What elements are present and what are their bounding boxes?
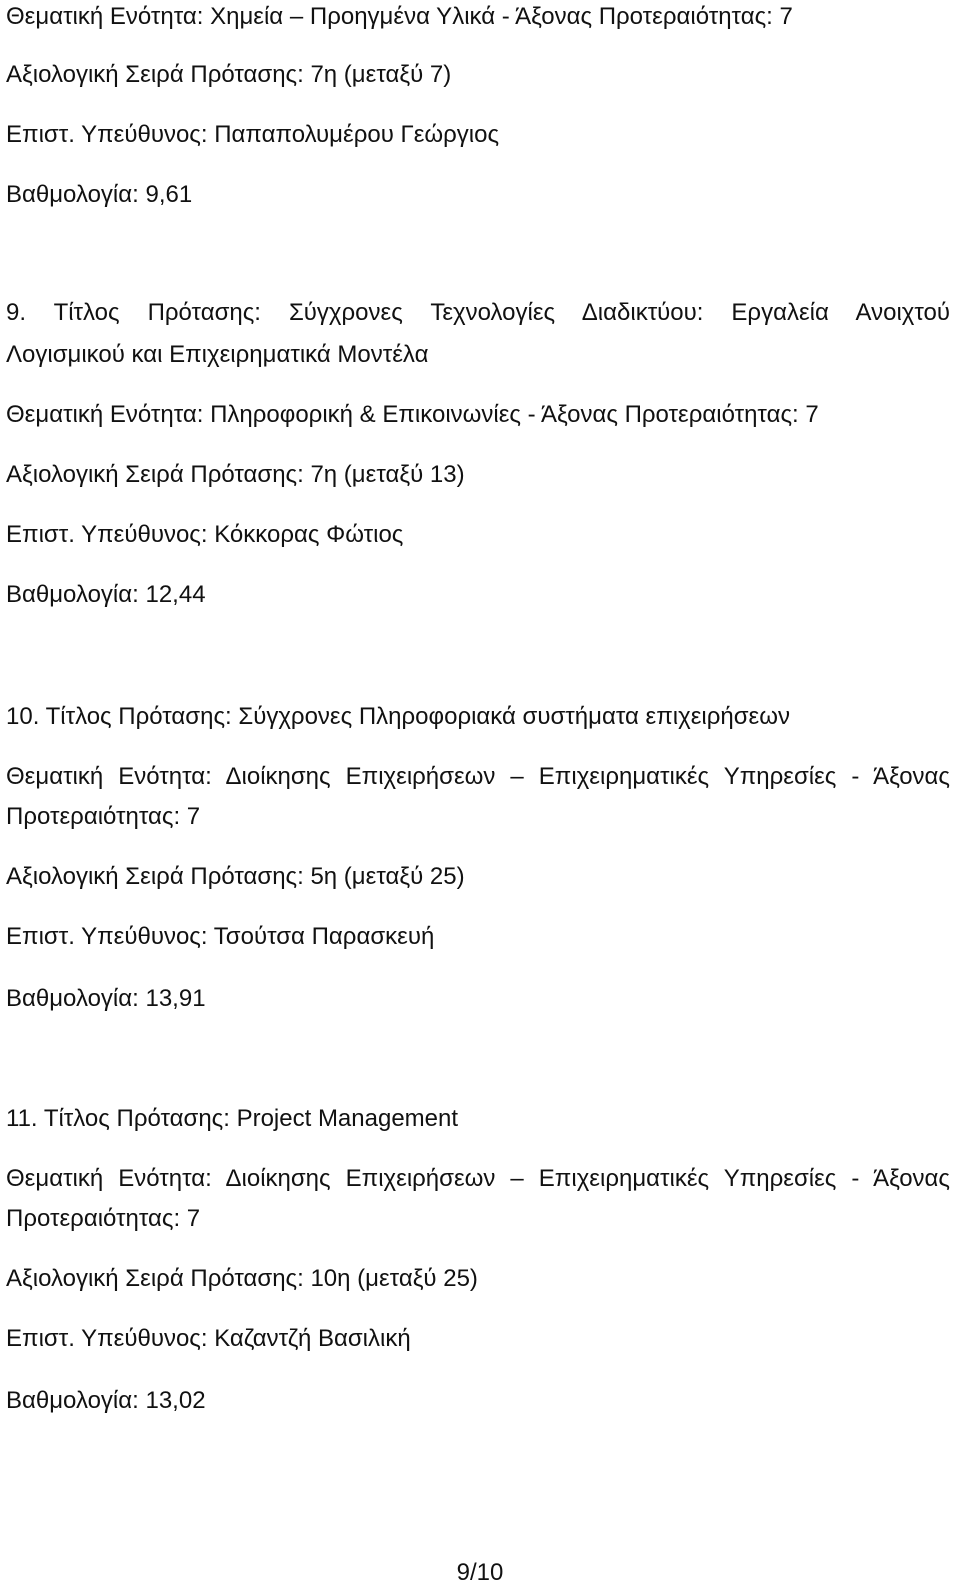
page-number: 9/10 [456, 1559, 504, 1586]
evaluation-rank: Αξιολογική Σειρά Πρότασης: 10η (μεταξύ 25) [6, 1265, 478, 1292]
thematic-unit: Θεματική Ενότητα: Χημεία – Προηγμένα Υλικά - Άξονας Προτεραιότητας: 7 [6, 3, 793, 30]
thematic-unit: Θεματική Ενότητα: Διοίκησης Επιχειρήσεων – Επιχειρηματικές Υπηρεσίες - Άξονας [6, 763, 950, 790]
thematic-unit: Θεματική Ενότητα: Διοίκησης Επιχειρήσεων – Επιχειρηματικές Υπηρεσίες - Άξονας [6, 1165, 950, 1192]
scientific-responsible: Επιστ. Υπεύθυνος: Καζαντζή Βασιλική [6, 1325, 411, 1352]
evaluation-rank: Αξιολογική Σειρά Πρότασης: 5η (μεταξύ 25) [6, 863, 465, 890]
thematic-unit: Θεματική Ενότητα: Πληροφορική & Επικοινωνίες - Άξονας Προτεραιότητας: 7 [6, 401, 819, 428]
evaluation-rank: Αξιολογική Σειρά Πρότασης: 7η (μεταξύ 13) [6, 461, 465, 488]
proposal-title: 9. Τίτλος Πρότασης: Σύγχρονες Τεχνολογίες Διαδικτύου: Εργαλεία Ανοιχτού [6, 299, 950, 326]
score: Βαθμολογία: 9,61 [6, 181, 193, 208]
scientific-responsible: Επιστ. Υπεύθυνος: Κόκκορας Φώτιος [6, 521, 404, 548]
scientific-responsible: Επιστ. Υπεύθυνος: Παπαπολυμέρου Γεώργιος [6, 121, 500, 148]
thematic-unit-continued: Προτεραιότητας: 7 [6, 803, 201, 830]
proposal-title: 11. Τίτλος Πρότασης: Project Management [6, 1105, 459, 1132]
proposal-title: 10. Τίτλος Πρότασης: Σύγχρονες Πληροφοριακά συστήματα επιχειρήσεων [6, 703, 790, 730]
evaluation-rank: Αξιολογική Σειρά Πρότασης: 7η (μεταξύ 7) [6, 61, 452, 88]
thematic-unit-continued: Προτεραιότητας: 7 [6, 1205, 201, 1232]
scientific-responsible: Επιστ. Υπεύθυνος: Τσούτσα Παρασκευή [6, 923, 435, 950]
score: Βαθμολογία: 13,02 [6, 1387, 206, 1414]
score: Βαθμολογία: 12,44 [6, 581, 206, 608]
score: Βαθμολογία: 13,91 [6, 985, 206, 1012]
proposal-title-continued: Λογισμικού και Επιχειρηματικά Μοντέλα [6, 341, 429, 368]
